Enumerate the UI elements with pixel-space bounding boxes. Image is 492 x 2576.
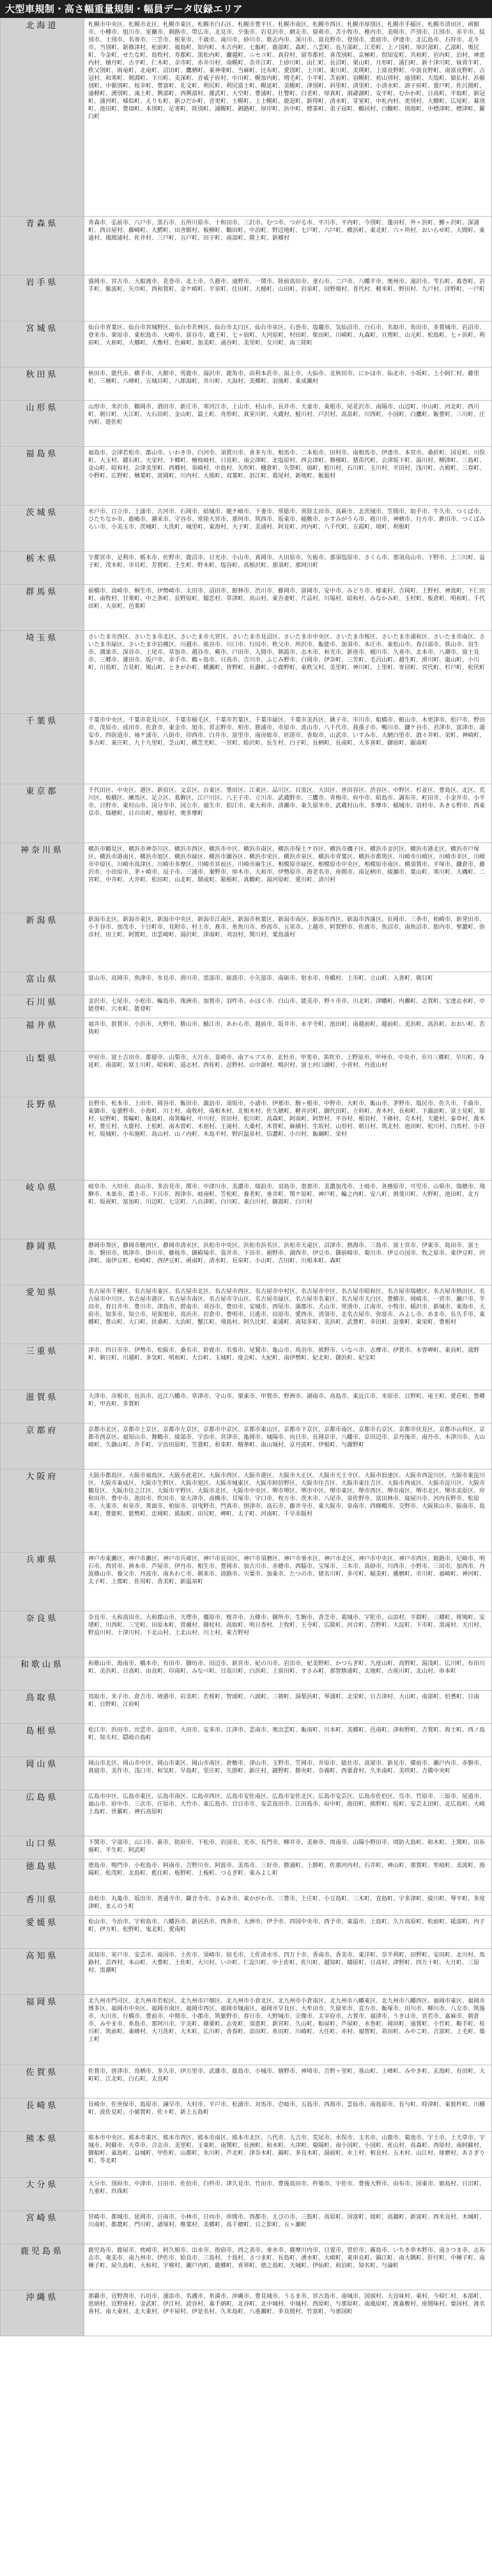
city-list-cell [84, 2132, 492, 2178]
city-list: 名古屋市千種区、名古屋市東区、名古屋市北区、名古屋市西区、名古屋市中村区、名古屋市中区、名古屋市昭和区、名古屋市瑞穂区、名古屋市熱田区、名古屋市中川区、名古屋市港区、名古屋市南区、名古屋市守山区、名古屋市緑区、名古屋市名東区、名古屋市天白区、豊橋市、岡崎市、一宮市、瀬戸市、半田市、春日井市、豊川市、津島市、碧南市、刈谷市、豊田市、安城市、西尾市、蒲郡市、犬山市、常滑市、江南市、小牧市、稲沢市、新城市、東海市、大府市、知多市、知立市、尾張旭市、高浜市、岩倉市、豊明市、日進市、田原市、愛西市、清須市、北名古屋市、弥富市、みよし市、あま市、長久手市、東郷町、豊山町、大口町、扶桑町、大治町、蟹江町、飛島村、阿久比町、東浦町、南知多町、美浜町、武豊町、幸田町、設楽町、東栄町、豊根村 [88, 1289, 486, 1326]
city-list: 松山市、今治市、宇和島市、八幡浜市、新居浜市、西条市、大洲市、伊予市、四国中央市、西予市、東温市、上島町、久万高原町、松前町、砥部町、内子町、伊方町、松野町、鬼北町、愛南町 [88, 1919, 486, 1933]
prefecture-name: 愛知県 [1, 1285, 84, 1344]
prefecture-name: 神奈川県 [1, 843, 84, 913]
city-list-cell [84, 1018, 492, 1051]
prefecture-name: 北海道 [1, 19, 84, 217]
city-list-cell [84, 1757, 492, 1790]
city-list-cell [84, 585, 492, 631]
city-list-cell [84, 1949, 492, 1995]
city-list: 千葉市中央区、千葉市花見川区、千葉市稲毛区、千葉市若葉区、千葉市緑区、千葉市美浜区、銚子市、市川市、船橋市、館山市、木更津市、松戸市、野田市、茂原市、成田市、佐倉市、東金市、旭市、習志野市、柏市、勝浦市、市原市、流山市、八千代市、我孫子市、鴨川市、鎌ケ谷市、君津市、富津市、浦安市、四街道市、袖ケ浦市、八街市、印西市、白井市、富里市、南房総市、匝瑳市、香取市、山武市、いすみ市、大網白里市、酒々井町、栄町、神崎町、多古町、東庄町、九十九里町、芝山町、横芝光町、一宮町、睦沢町、長生村、白子町、長柄町、長南町、大多喜町、御宿町、鋸南町 [88, 717, 486, 747]
table-row [1, 447, 492, 506]
city-list-cell [84, 1611, 492, 1657]
table-row [1, 1790, 492, 1836]
city-list-cell [84, 2178, 492, 2211]
city-list-cell [84, 631, 492, 714]
prefecture-name: 宮崎県 [1, 2211, 84, 2244]
prefecture-name: 青森県 [1, 217, 84, 275]
prefecture-name: 大分県 [1, 2178, 84, 2211]
table-row [1, 1916, 492, 1949]
table-row [1, 1949, 492, 1995]
city-list: 津市、四日市市、伊勢市、松阪市、桑名市、鈴鹿市、名張市、尾鷲市、亀山市、鳥羽市、熊野市、いなべ市、志摩市、伊賀市、木曽岬町、東員町、菰野町、朝日町、川越町、多気町、明和町、大台町、玉城町、度会町、大紀町、南伊勢町、紀北町、御浜町、紀宝町 [88, 1347, 480, 1362]
city-list: 富山市、高岡市、魚津市、氷見市、滑川市、黒部市、砺波市、小矢部市、南砺市、射水市、舟橋村、上市町、立山町、入善町、朝日町 [88, 975, 434, 982]
prefecture-name: 山梨県 [1, 1051, 84, 1098]
prefecture-name: 山形県 [1, 401, 84, 447]
city-list: 大阪市都島区、大阪市福島区、大阪市此花区、大阪市西区、大阪市港区、大阪市大正区、大阪市天王寺区、大阪市浪速区、大阪市西淀川区、大阪市東淀川区、大阪市東成区、大阪市生野区、大阪市旭区、大阪市城東区、大阪市阿倍野区、大阪市住吉区、大阪市東住吉区、大阪市西成区、大阪市淀川区、大阪市鶴見区、大阪市住之江区、大阪市平野区、大阪市北区、大阪市中央区、堺市堺区、堺市中区、堺市東区、堺市西区、堺市南区、堺市北区、堺市美原区、岸和田市、豊中市、池田市、吹田市、泉大津市、高槻市、貝塚市、守口市、枚方市、茨木市、八尾市、泉佐野市、富田林市、寝屋川市、河内長野市、松原市、大東市、和泉市、箕面市、柏原市、羽曳野市、門真市、摂津市、高石市、藤井寺市、東大阪市、泉南市、四條畷市、交野市、大阪狭山市、阪南市、島本町、豊能町、能勢町、忠岡町、熊取町、田尻町、岬町、太子町、河南町、千早赤阪村 [88, 1473, 486, 1517]
city-list-cell [84, 1424, 492, 1470]
city-list-cell [84, 995, 492, 1018]
city-list: 長崎市、佐世保市、島原市、諫早市、大村市、平戸市、松浦市、対馬市、壱岐市、五島市、西海市、雲仙市、南島原市、長与町、時津町、東彼杵町、川棚町、波佐見町、小値賀町、佐々町、新上五島町 [88, 2102, 486, 2116]
city-list-cell [84, 2065, 492, 2099]
city-list-cell [84, 1390, 492, 1424]
table-row [1, 1098, 492, 1181]
table-row [1, 552, 492, 585]
table-row [1, 2178, 492, 2211]
prefecture-name: 滋賀県 [1, 1390, 84, 1424]
prefecture-name: 島根県 [1, 1724, 84, 1757]
table-row [1, 19, 492, 217]
city-list-cell [84, 2099, 492, 2132]
prefecture-name: 長野県 [1, 1098, 84, 1181]
table-row [1, 1018, 492, 1051]
table-row [1, 1611, 492, 1657]
table-row [1, 2099, 492, 2132]
city-list: 和歌山市、海南市、橋本市、有田市、御坊市、田辺市、新宮市、紀の川市、岩出市、紀美野町、かつらぎ町、九度山町、高野町、湯浅町、広川町、有田川町、美浜町、日高町、由良町、印南町、みなべ町、日高川町、白浜町、上富田町、すさみ町、那智勝浦町、太地町、古座川町、北山村、串本町 [88, 1661, 486, 1675]
prefecture-name: 福井県 [1, 1018, 84, 1051]
table-row [1, 1390, 492, 1424]
prefecture-name: 山口県 [1, 1836, 84, 1859]
city-list: さいたま市西区、さいたま市北区、さいたま市大宮区、さいたま市見沼区、さいたま市中央区、さいたま市桜区、さいたま市浦和区、さいたま市南区、さいたま市緑区、さいたま市岩槻区、川越市、熊谷市、川口市、行田市、秩父市、所沢市、飯能市、加須市、本庄市、東松山市、春日部市、狭山市、羽生市、鴻巣市、深谷市、上尾市、草加市、越谷市、蕨市、戸田市、入間市、朝霞市、志木市、和光市、新座市、桶川市、久喜市、北本市、八潮市、富士見市、三郷市、蓮田市、坂戸市、幸手市、鶴ヶ島市、日高市、吉川市、ふじみ野市、白岡市、伊奈町、三芳町、毛呂山町、越生町、滑川町、嵐山町、小川町、川島町、吉見町、鳩山町、ときがわ町、横瀬町、皆野町、長瀞町、小鹿野町、東秩父村、美里町、神川町、上里町、寄居町、宮代町、杉戸町、松伏町 [88, 634, 486, 671]
table-row [1, 1553, 492, 1611]
city-list: 長野市、松本市、上田市、岡谷市、飯田市、諏訪市、須坂市、小諸市、伊那市、駒ヶ根市、中野市、大町市、飯山市、茅野市、塩尻市、佐久市、千曲市、東御市、安曇野市、小海町、川上村、南牧村、南相木村、北相木村、佐久穂町、軽井沢町、御代田町、立科町、青木村、長和町、下諏訪町、富士見町、原村、辰野町、箕輪町、飯島町、南箕輪村、中川村、宮田村、松川町、高森町、阿南町、阿智村、平谷村、根羽村、下條村、売木村、天龍村、泰阜村、喬木村、豊丘村、大鹿村、上松町、南木曽町、木祖村、王滝村、大桑村、木曽町、麻績村、生坂村、山形村、朝日村、筑北村、池田町、松川村、白馬村、小谷村、坂城町、小布施町、高山村、山ノ内町、木島平村、野沢温泉村、信濃町、小川村、飯綱町、栄村 [88, 1101, 486, 1138]
city-list: 佐賀市、唐津市、鳥栖市、多久市、伊万里市、武雄市、鹿島市、小城市、嬉野市、神埼市、吉野ヶ里町、基山町、上峰町、みやき町、玄海町、有田町、大町町、江北町、白石町、太良町 [88, 2068, 486, 2083]
prefecture-name: 熊本県 [1, 2132, 84, 2178]
table-row [1, 322, 492, 368]
table-row [1, 2244, 492, 2290]
table-row [1, 1836, 492, 1859]
table-row [1, 2290, 492, 2336]
city-list-cell [84, 1916, 492, 1949]
table-row [1, 585, 492, 631]
prefecture-name: 鹿児島県 [1, 2244, 84, 2290]
table-row [1, 2211, 492, 2244]
city-list-cell [84, 1239, 492, 1285]
city-list: 北九州市門司区、北九州市若松区、北九州市戸畑区、北九州市小倉北区、北九州市小倉南区、北九州市八幡東区、北九州市八幡西区、福岡市東区、福岡市博多区、福岡市中央区、福岡市南区、福岡市西区、福岡市城南区、福岡市早良区、大牟田市、久留米市、直方市、飯塚市、田川市、柳川市、八女市、筑後市、大川市、行橋市、豊前市、中間市、小郡市、筑紫野市、春日市、大野城市、宗像市、太宰府市、古賀市、福津市、うきは市、宮若市、嘉麻市、朝倉市、みやま市、糸島市、那珂川市、宇美町、篠栗町、志免町、須恵町、新宮町、久山町、粕屋町、芦屋町、水巻町、岡垣町、遠賀町、小竹町、鞍手町、桂川町、筑前町、東峰村、大刀洗町、大木町、広川町、香春町、添田町、糸田町、川崎町、大任町、赤村、福智町、苅田町、みやこ町、吉富町、上毛町、築上町 [88, 1998, 486, 2043]
city-list-cell [84, 1790, 492, 1836]
city-list-cell [84, 972, 492, 995]
city-list: 奈良市、大和高田市、大和郡山市、天理市、橿原市、桜井市、五條市、御所市、生駒市、香芝市、葛城市、宇陀市、山添村、平群町、三郷町、斑鳩町、安堵町、川西町、三宅町、田原本町、曽爾村、御杖村、高取町、明日香村、上牧町、王寺町、広陵町、河合町、吉野町、大淀町、下市町、黒滝村、天川村、野迫川村、十津川村、下北山村、上北山村、川上村、東吉野村 [88, 1615, 486, 1636]
city-list-cell [84, 1098, 492, 1181]
table-row [1, 1239, 492, 1285]
city-list: 高松市、丸亀市、坂出市、善通寺市、観音寺市、さぬき市、東かがわ市、三豊市、土庄町、小豆島町、三木町、直島町、宇多津町、綾川町、琴平町、多度津町、まんのう町 [88, 1896, 486, 1910]
city-list-cell [84, 1657, 492, 1691]
prefecture-name: 千葉県 [1, 714, 84, 784]
table-row [1, 1657, 492, 1691]
prefecture-name: 長崎県 [1, 2099, 84, 2132]
table-row [1, 1724, 492, 1757]
city-list-cell [84, 1724, 492, 1757]
prefecture-name: 福岡県 [1, 1995, 84, 2065]
city-list: 盛岡市、宮古市、大船渡市、花巻市、北上市、久慈市、遠野市、一関市、陸前高田市、釜石市、二戸市、八幡平市、奥州市、滝沢市、雫石町、葛巻町、岩手町、紫波町、矢巾町、西和賀町、金ケ崎町、平泉町、住田町、大槌町、山田町、岩泉町、田野畑村、普代村、軽米町、野田村、九戸村、洋野町、一戸町 [88, 279, 486, 293]
city-list-cell [84, 368, 492, 401]
city-list: 前橋市、高崎市、桐生市、伊勢崎市、太田市、沼田市、館林市、渋川市、藤岡市、富岡市、安中市、みどり市、榛東村、吉岡町、上野村、神流町、下仁田町、南牧村、甘楽町、中之条町、長野原町、嬬恋村、草津町、高山村、東吾妻町、片品村、川場村、昭和村、みなかみ町、玉村町、板倉町、明和町、千代田町、大泉町、邑楽町 [88, 588, 486, 610]
prefecture-name: 宮城県 [1, 322, 84, 368]
city-list: 岡山市北区、岡山市中区、岡山市東区、岡山市南区、倉敷市、津山市、玉野市、笠岡市、井原市、総社市、高梁市、新見市、備前市、瀬戸内市、赤磐市、真庭市、美作市、浅口市、和気町、早島町、里庄町、矢掛町、新庄村、鏡野町、勝央町、奈義町、西粟倉村、久米南町、美咲町、吉備中央町 [88, 1760, 486, 1774]
city-list-cell [84, 19, 492, 217]
city-list-cell [84, 275, 492, 322]
city-list-cell [84, 1285, 492, 1344]
prefecture-name: 新潟県 [1, 913, 84, 972]
table-row [1, 995, 492, 1018]
city-list-cell [84, 1859, 492, 1893]
prefecture-name: 鳥取県 [1, 1691, 84, 1724]
city-list-cell [84, 1344, 492, 1390]
city-list-cell [84, 1995, 492, 2065]
city-list: 鹿児島市、鹿屋市、枕崎市、阿久根市、出水市、指宿市、西之表市、垂水市、薩摩川内市、日置市、曽於市、霧島市、いちき串木野市、南さつま市、志布志市、奄美市、南九州市、伊佐市、姶良市、三島村、十島村、さつま町、長島町、湧水町、大崎町、東串良町、錦江町、南大隅町、肝付町、中種子町、南種子町、屋久島町、大和村、宇検村、瀬戸内町、龍郷町、喜界町、徳之島町、天城町、伊仙町、和泊町、知名町、与論町 [88, 2247, 486, 2269]
city-list: 熊本市中央区、熊本市東区、熊本市西区、熊本市南区、熊本市北区、八代市、人吉市、荒尾市、水俣市、玉名市、山鹿市、菊池市、宇土市、上天草市、宇城市、阿蘇市、天草市、合志市、美里町、玉東町、南関町、長洲町、和水町、大津町、菊陽町、南小国町、小国町、産山村、高森町、西原村、南阿蘇村、御船町、嘉島町、益城町、甲佐町、山都町、氷川町、芦北町、津奈木町、錦町、多良木町、湯前町、水上村、相良村、五木村、山江村、球磨村、あさぎり町、苓北町 [88, 2135, 486, 2164]
city-list: 千代田区、中央区、港区、新宿区、文京区、台東区、墨田区、江東区、品川区、目黒区、大田区、世田谷区、渋谷区、中野区、杉並区、豊島区、北区、荒川区、板橋区、練馬区、足立区、葛飾区、江戸川区、八王子市、立川市、武蔵野市、三鷹市、青梅市、府中市、昭島市、調布市、町田市、小金井市、小平市、日野市、東村山市、国分寺市、国立市、福生市、狛江市、東大和市、清瀬市、東久留米市、武蔵村山市、多摩市、稲城市、羽村市、あきる野市、西東京市、瑞穂町、日の出町、檜原村、奥多摩町 [88, 788, 486, 817]
city-list-cell [84, 506, 492, 552]
prefecture-name: 秋田県 [1, 368, 84, 401]
prefecture-name: 埼玉県 [1, 631, 84, 714]
city-list-cell [84, 1181, 492, 1239]
city-list-cell [84, 843, 492, 913]
city-list-cell [84, 913, 492, 972]
city-list: 金沢市、七尾市、小松市、輪島市、珠洲市、加賀市、羽咋市、かほく市、白山市、能美市、野々市市、川北町、津幡町、内灘町、志賀町、宝達志水町、中能登町、穴水町、能登町 [88, 998, 486, 1013]
prefecture-name: 東京都 [1, 784, 84, 843]
table-row [1, 784, 492, 843]
city-list: 京都市北区、京都市上京区、京都市左京区、京都市中京区、京都市東山区、京都市下京区、京都市南区、京都市右京区、京都市伏見区、京都市山科区、京都市西京区、福知山市、舞鶴市、綾部市、宇治市、宮津市、亀岡市、城陽市、向日市、長岡京市、八幡市、京田辺市、京丹後市、南丹市、木津川市、大山崎町、久御山町、井手町、宇治田原町、笠置町、和束町、精華町、南山城村、京丹波町、伊根町、与謝野町 [88, 1427, 486, 1448]
prefecture-name: 高知県 [1, 1949, 84, 1995]
city-list-cell [84, 1470, 492, 1553]
city-list-cell [84, 784, 492, 843]
prefecture-name: 三重県 [1, 1344, 84, 1390]
city-list: 大津市、彦根市、長浜市、近江八幡市、草津市、守山市、栗東市、甲賀市、野洲市、湖南市、高島市、東近江市、米原市、日野町、竜王町、愛荘町、豊郷町、甲良町、多賀町 [88, 1393, 486, 1408]
area-table [0, 18, 492, 2336]
city-list: 下関市、宇部市、山口市、萩市、防府市、下松市、岩国市、光市、長門市、柳井市、美祢市、周南市、山陽小野田市、周防大島町、和木町、上関町、田布施町、平生町、阿武町 [88, 1840, 486, 1854]
prefecture-name: 岩手県 [1, 275, 84, 322]
city-list: 新潟市北区、新潟市東区、新潟市中央区、新潟市江南区、新潟市秋葉区、新潟市南区、新潟市西区、新潟市西蒲区、長岡市、三条市、柏崎市、新発田市、小千谷市、加茂市、十日町市、見附市、村上市、燕市、糸魚川市、妙高市、五泉市、上越市、阿賀野市、佐渡市、魚沼市、南魚沼市、胎内市、聖籠町、弥彦村、田上町、阿賀町、出雲崎町、湯沢町、津南町、刈羽村、関川村、粟島浦村 [88, 917, 486, 938]
city-list: 横浜市鶴見区、横浜市神奈川区、横浜市西区、横浜市中区、横浜市南区、横浜市保土ケ谷区、横浜市磯子区、横浜市金沢区、横浜市港北区、横浜市戸塚区、横浜市港南区、横浜市旭区、横浜市緑区、横浜市瀬谷区、横浜市栄区、横浜市泉区、横浜市青葉区、横浜市都筑区、川崎市川崎区、川崎市幸区、川崎市中原区、川崎市高津区、川崎市多摩区、川崎市宮前区、川崎市麻生区、相模原市緑区、相模原市中央区、相模原市南区、横須賀市、平塚市、鎌倉市、藤沢市、小田原市、茅ヶ崎市、逗子市、三浦市、秦野市、厚木市、大和市、伊勢原市、海老名市、座間市、南足柄市、綾瀬市、葉山町、寒川町、大磯町、二宮町、中井町、大井町、松田町、山北町、開成町、箱根町、真鶴町、湯河原町、愛川町、清川村 [88, 846, 486, 883]
prefecture-name: 富山県 [1, 972, 84, 995]
table-row [1, 2065, 492, 2099]
prefecture-name: 奈良県 [1, 1611, 84, 1657]
table-row [1, 913, 492, 972]
city-list: 水戸市、日立市、土浦市、古河市、石岡市、結城市、龍ケ崎市、下妻市、常総市、常陸太田市、高萩市、北茨城市、笠間市、取手市、牛久市、つくば市、ひたちなか市、鹿嶋市、潮来市、守谷市、常陸大宮市、那珂市、筑西市、坂東市、稲敷市、かすみがうら市、桜川市、神栖市、行方市、鉾田市、つくばみらい市、小美玉市、茨城町、大洗町、城里町、東海村、大子町、美浦村、阿見町、河内町、八千代町、五霞町、境町、利根町 [88, 509, 486, 531]
page-title: 大型車規制・高さ幅重量規制・幅員データ収録エリア [0, 0, 492, 18]
table-row [1, 714, 492, 784]
city-list: 鳥取市、米子市、倉吉市、境港市、岩美町、若桜町、智頭町、八頭町、三朝町、湯梨浜町、琴浦町、北栄町、日吉津村、大山町、南部町、伯耆町、日南町、日野町、江府町 [88, 1694, 480, 1708]
city-list-cell [84, 1691, 492, 1724]
prefecture-name: 兵庫県 [1, 1553, 84, 1611]
table-row [1, 1859, 492, 1893]
prefecture-name: 岐阜県 [1, 1181, 84, 1239]
city-list: 福島市、会津若松市、郡山市、いわき市、白河市、須賀川市、喜多方市、相馬市、二本松市、田村市、南相馬市、伊達市、本宮市、桑折町、国見町、川俣町、大玉村、鏡石町、天栄村、下郷町、檜枝岐村、只見町、南会津町、北塩原村、西会津町、磐梯町、猪苗代町、会津坂下町、湯川村、柳津町、三島町、金山町、昭和村、会津美里町、西郷村、泉崎村、中島村、矢吹町、棚倉町、矢祭町、塙町、鮫川村、石川町、玉川村、平田村、浅川町、古殿町、三春町、小野町、広野町、楢葉町、富岡町、川内村、大熊町、双葉町、浪江町、葛尾村、新地町、飯舘村 [88, 450, 486, 479]
city-list-cell [84, 714, 492, 784]
prefecture-name: 徳島県 [1, 1859, 84, 1893]
prefecture-name: 石川県 [1, 995, 84, 1018]
city-list: 大分市、別府市、中津市、日田市、佐伯市、臼杵市、津久見市、竹田市、豊後高田市、杵築市、宇佐市、豊後大野市、由布市、国東市、姫島村、日出町、九重町、玖珠町 [88, 2181, 486, 2195]
city-list: 高知市、室戸市、安芸市、南国市、土佐市、須崎市、宿毛市、土佐清水市、四万十市、香南市、香美市、東洋町、奈半利町、田野町、安田町、北川村、馬路村、芸西村、本山町、大豊町、土佐町、大川村、いの町、仁淀川町、中土佐町、佐川町、越知町、檮原町、日高村、津野町、四万十町、大月町、三原村、黒潮町 [88, 1952, 486, 1974]
prefecture-name: 佐賀県 [1, 2065, 84, 2099]
table-row [1, 843, 492, 913]
table-row [1, 972, 492, 995]
table-row [1, 1995, 492, 2065]
prefecture-name: 香川県 [1, 1893, 84, 1916]
city-list: 那覇市、宜野湾市、石垣市、浦添市、名護市、糸満市、沖縄市、豊見城市、うるま市、宮古島市、南城市、国頭村、大宜味村、東村、今帰仁村、本部町、恩納村、宜野座村、金武町、伊江村、読谷村、嘉手納町、北谷町、北中城村、中城村、西原町、与那原町、南風原町、渡嘉敷村、座間味村、粟国村、渡名喜村、南大東村、北大東村、伊平屋村、伊是名村、久米島町、八重瀬町、多良間村、竹富町、与那国町 [88, 2293, 486, 2315]
city-list: 山形市、米沢市、鶴岡市、酒田市、新庄市、寒河江市、上山市、村山市、長井市、天童市、東根市、尾花沢市、南陽市、山辺町、中山町、河北町、西川町、朝日町、大江町、大石田町、金山町、最上町、舟形町、真室川町、大蔵村、鮭川村、戸沢村、高畠町、川西町、小国町、白鷹町、飯豊町、三川町、庄内町、遊佐町 [88, 404, 486, 426]
city-list-cell [84, 447, 492, 506]
prefecture-name: 大阪府 [1, 1470, 84, 1553]
table-row [1, 1691, 492, 1724]
city-list: 甲府市、富士吉田市、都留市、山梨市、大月市、韮崎市、南アルプス市、北杜市、甲斐市、笛吹市、上野原市、甲州市、中央市、市川三郷町、早川町、身延町、南部町、富士川町、昭和町、道志村、西桂町、忍野村、山中湖村、鳴沢村、富士河口湖町、小菅村、丹波山村 [88, 1055, 485, 1069]
prefecture-name: 栃木県 [1, 552, 84, 585]
table-row [1, 275, 492, 322]
table-row [1, 1424, 492, 1470]
prefecture-name: 和歌山県 [1, 1657, 84, 1691]
table-row [1, 1757, 492, 1790]
prefecture-name: 茨城県 [1, 506, 84, 552]
prefecture-name: 愛媛県 [1, 1916, 84, 1949]
table-row [1, 368, 492, 401]
city-list-cell [84, 322, 492, 368]
table-row [1, 506, 492, 552]
table-row [1, 217, 492, 275]
prefecture-name: 広島県 [1, 1790, 84, 1836]
city-list-cell [84, 1553, 492, 1611]
city-list-cell [84, 2211, 492, 2244]
prefecture-name: 福島県 [1, 447, 84, 506]
city-list: 福井市、敦賀市、小浜市、大野市、勝山市、鯖江市、あわら市、越前市、坂井市、永平寺町、池田町、南越前町、越前町、美浜町、高浜町、おおい町、若狭町 [88, 1021, 486, 1036]
table-row [1, 1344, 492, 1390]
city-list: 岐阜市、大垣市、高山市、多治見市、関市、中津川市、美濃市、瑞浪市、羽島市、恵那市、美濃加茂市、土岐市、各務原市、可児市、山県市、瑞穂市、飛騨市、本巣市、郡上市、下呂市、海津市、岐南町、笠松町、養老町、垂井町、関ケ原町、神戸町、輪之内町、安八町、揖斐川町、大野町、池田町、北方町、坂祝町、富加町、川辺町、七宗町、八百津町、白川町、東白川村、御嵩町、白川村 [88, 1184, 486, 1206]
table-row [1, 1181, 492, 1239]
table-row [1, 1285, 492, 1344]
prefecture-name: 群馬県 [1, 585, 84, 631]
city-list: 青森市、弘前市、八戸市、黒石市、五所川原市、十和田市、三沢市、むつ市、つがる市、平川市、平内町、今別町、蓬田村、外ヶ浜町、鰺ヶ沢町、深浦町、西目屋村、藤崎町、大鰐町、田舎館村、板柳町、鶴田町、中泊町、野辺地町、七戸町、六戸町、横浜町、東北町、六ヶ所村、おいらせ町、大間町、東通村、風間浦村、佐井村、三戸町、五戸町、田子町、南部町、階上町、新郷村 [88, 220, 485, 242]
city-list-cell [84, 2244, 492, 2290]
city-list-cell [84, 401, 492, 447]
city-list: 宇都宮市、足利市、栃木市、佐野市、鹿沼市、日光市、小山市、真岡市、大田原市、矢板市、那須塩原市、さくら市、那須烏山市、下野市、上三川町、益子町、茂木町、市貝町、芳賀町、壬生町、野木町、塩谷町、高根沢町、那須町、那珂川町 [88, 555, 486, 569]
city-list: 神戸市東灘区、神戸市灘区、神戸市兵庫区、神戸市長田区、神戸市須磨区、神戸市垂水区、神戸市北区、神戸市中央区、神戸市西区、姫路市、尼崎市、明石市、西宮市、洲本市、芦屋市、伊丹市、相生市、豊岡市、加古川市、赤穂市、西脇市、宝塚市、三木市、高砂市、川西市、小野市、三田市、加西市、丹波篠山市、養父市、丹波市、南あわじ市、朝来市、淡路市、宍粟市、加東市、たつの市、猪名川町、多可町、稲美町、播磨町、市川町、福崎町、神河町、太子町、上郡町、佐用町、香美町、新温泉町 [88, 1556, 486, 1585]
city-list: 仙台市青葉区、仙台市宮城野区、仙台市若林区、仙台市太白区、仙台市泉区、石巻市、塩竈市、気仙沼市、白石市、名取市、角田市、多賀城市、岩沼市、登米市、栗原市、東松島市、大崎市、富谷市、蔵王町、七ヶ宿町、大河原町、村田町、柴田町、川崎町、丸森町、亘理町、山元町、松島町、七ヶ浜町、利府町、大和町、大郷町、大衡村、色麻町、加美町、涌谷町、美里町、女川町、南三陸町 [88, 325, 486, 346]
prefecture-name: 岡山県 [1, 1757, 84, 1790]
city-list: 札幌市中央区、札幌市北区、札幌市東区、札幌市白石区、札幌市豊平区、札幌市南区、札幌市西区、札幌市厚別区、札幌市手稲区、札幌市清田区、函館市、小樽市、旭川市、室蘭市、釧路市、帯広市、北見市、夕張市、岩見沢市、網走市、留萌市、苫小牧市、稚内市、美唄市、芦別市、江別市、赤平市、紋別市、士別市、名寄市、三笠市、根室市、千歳市、滝川市、砂川市、歌志内市、深川市、富良野市、登別市、恵庭市、伊達市、北広島市、石狩市、北斗市、当別町、新篠津村、松前町、福島町、知内町、木古内町、七飯町、鹿部町、森町、八雲町、長万部町、江差町、上ノ国町、厚沢部町、乙部町、奥尻町、今金町、せたな町、島牧村、寿都町、黒松内町、蘭越町、ニセコ町、真狩村、留寿都村、喜茂別町、京極町、倶知安町、共和町、岩内町、泊村、神恵内村、積丹町、古平町、仁木町、余市町、赤井川村、南幌町、奈井江町、上砂川町、由仁町、長沼町、栗山町、月形町、浦臼町、新十津川町、妹背牛町、秩父別町、雨竜町、北竜町、沼田町、鷹栖町、東神楽町、当麻町、比布町、愛別町、上川町、東川町、美瑛町、上富良野町、中富良野町、南富良野町、占冠村、和寒町、剣淵町、下川町、美深町、音威子府村、中川町、幌加内町、増毛町、小平町、苫前町、羽幌町、初山別村、遠別町、天塩町、猿払村、浜頓別町、中頓別町、枝幸町、豊富町、礼文町、利尻町、利尻富士町、幌延町、美幌町、津別町、斜里町、清里町、小清水町、訓子府町、置戸町、佐呂間町、遠軽町、湧別町、滝上町、興部町、西興部村、雄武町、大空町、豊浦町、壮瞥町、白老町、厚真町、洞爺湖町、安平町、むかわ町、日高町、平取町、新冠町、浦河町、様似町、えりも町、新ひだか町、音更町、士幌町、上士幌町、鹿追町、新得町、清水町、芽室町、中札内村、更別村、大樹町、広尾町、幕別町、池田町、豊頃町、本別町、足寄町、陸別町、浦幌町、釧路町、厚岸町、浜中町、標茶町、弟子屈町、鶴居村、白糠町、別海町、中標津町、標津町、羅臼町 [88, 22, 486, 120]
city-list: 静岡市葵区、静岡市駿河区、静岡市清水区、浜松市中央区、浜松市浜名区、浜松市天竜区、沼津市、熱海市、三島市、富士宮市、伊東市、島田市、富士市、磐田市、焼津市、掛川市、藤枝市、御殿場市、袋井市、下田市、裾野市、湖西市、伊豆市、御前崎市、菊川市、伊豆の国市、牧之原市、東伊豆町、河津町、南伊豆町、松崎町、西伊豆町、函南町、清水町、長泉町、小山町、吉田町、川根本町、森町 [88, 1243, 486, 1264]
city-list: 宮崎市、都城市、延岡市、日南市、小林市、日向市、串間市、西都市、えびの市、三股町、高原町、国富町、綾町、高鍋町、新富町、西米良村、木城町、川南町、都農町、門川町、諸塚村、椎葉村、美郷町、高千穂町、日之影町、五ヶ瀬町 [88, 2214, 486, 2228]
prefecture-name: 静岡県 [1, 1239, 84, 1285]
area-table-body [1, 19, 492, 2336]
city-list: 松江市、浜田市、出雲市、益田市、大田市、安来市、江津市、雲南市、奥出雲町、飯南町、川本町、美郷町、邑南町、津和野町、吉賀町、海士町、西ノ島町、知夫村、隠岐の島町 [88, 1727, 486, 1741]
table-row [1, 1051, 492, 1098]
prefecture-name: 京都府 [1, 1424, 84, 1470]
city-list-cell [84, 552, 492, 585]
city-list-cell [84, 1836, 492, 1859]
city-list: 秋田市、能代市、横手市、大館市、男鹿市、湯沢市、鹿角市、由利本荘市、潟上市、大仙市、北秋田市、にかほ市、仙北市、小坂町、上小阿仁村、藤里町、三種町、八峰町、五城目町、八郎潟町、井川町、大潟村、美郷町、羽後町、東成瀬村 [88, 371, 480, 385]
table-row [1, 1893, 492, 1916]
table-row [1, 401, 492, 447]
table-row [1, 2132, 492, 2178]
city-list-cell [84, 1051, 492, 1098]
city-list: 広島市中区、広島市東区、広島市南区、広島市西区、広島市安佐南区、広島市安佐北区、広島市安芸区、広島市佐伯区、呉市、竹原市、三原市、尾道市、福山市、府中市、三次市、庄原市、大竹市、東広島市、廿日市市、安芸高田市、江田島市、府中町、海田町、熊野町、坂町、安芸太田町、北広島町、大崎上島町、世羅町、神石高原町 [88, 1794, 486, 1815]
prefecture-name: 沖縄県 [1, 2290, 84, 2336]
city-list: 徳島市、鳴門市、小松島市、阿南市、吉野川市、阿波市、美馬市、三好市、勝浦町、上勝町、佐那河内村、石井町、神山町、那賀町、牟岐町、美波町、海陽町、松茂町、北島町、藍住町、板野町、上板町、つるぎ町、東みよし町 [88, 1863, 486, 1877]
city-list-cell [84, 217, 492, 275]
city-list-cell [84, 2290, 492, 2336]
city-list-cell [84, 1893, 492, 1916]
table-row [1, 1470, 492, 1553]
table-row [1, 631, 492, 714]
